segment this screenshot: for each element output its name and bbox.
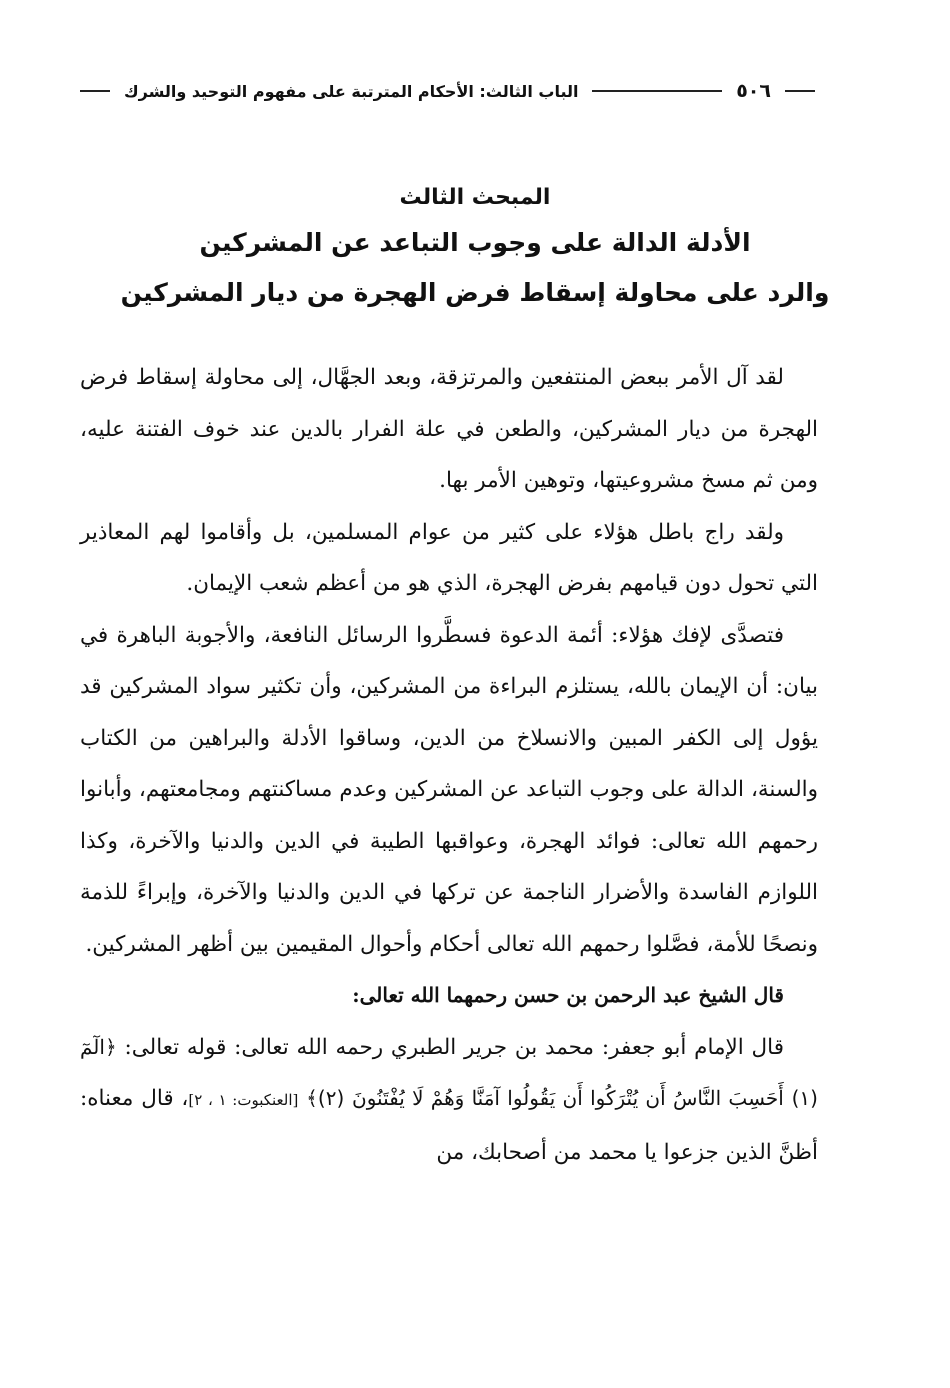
header-rule-left [80, 90, 110, 92]
ayah-marker: (٢) [317, 1086, 345, 1110]
quote-tail: ، قال معناه: أظنَّ الذين جزعوا يا محمد من أصحابك، من [80, 1086, 818, 1165]
header-rule-right [785, 90, 815, 92]
header-rule-middle [592, 90, 722, 92]
paragraph: فتصدَّى لإفك هؤلاء: أئمة الدعوة فسطَّروا الرسائل النافعة، والأجوبة الباهرة في بيان: أن الإيمان بالله، يستلزم البراءة من المشركين، وأن تكثير سواد المشركين قد يؤول إلى الكفر المبين والانسلاخ من الدين، وساقوا الأدلة والبراهين من الكتاب والسنة، الدالة على وجوب التباعد عن المشركين وعدم مساكنتهم ومجامعتهم، وأبانوا رحمهم الله تعالى: فوائد الهجرة، وعواقبها الطيبة في الدين والدنيا والآخرة، وكذا اللوازم الفاسدة والأضرار الناجمة عن تركها في الدين والدنيا والآخرة، وإبراءً للذمة ونصحًا للأمة، فصَّلوا رحمهم الله تعالى أحكام وأحوال المقيمين بين أظهر المشركين. [80, 622, 818, 957]
section-title: الأدلة الدالة على وجوب التباعد عن المشركين [199, 228, 751, 257]
verse-open-bracket: ﴿ [104, 1034, 117, 1059]
body-text [80, 352, 818, 1178]
section-label: المبحث الثالث [399, 185, 551, 210]
quote-paragraph [80, 1022, 818, 1179]
section-subtitle: والرد على محاولة إسقاط فرض الهجرة من ديار المشركين [120, 278, 830, 307]
verse-close-bracket: ﴾ [306, 1086, 318, 1110]
verse-text: أَحَسِبَ النَّاسُ أَن يُتْرَكُوا أَن يَقُولُوا آمَنَّا وَهُمْ لَا يُفْتَنُونَ [352, 1086, 784, 1110]
verse-citation: [العنكبوت: ١ ، ٢] [188, 1091, 299, 1109]
quote-intro: قال الإمام أبو جعفر: محمد بن جرير الطبري رحمه الله تعالى: قوله تعالى: [124, 1034, 784, 1060]
ayah-marker: (١) [791, 1086, 818, 1110]
running-title: الباب الثالث: الأحكام المترتبة على مفهوم التوحيد والشرك [124, 81, 579, 101]
section-title-block [80, 178, 870, 318]
paragraph: لقد آل الأمر ببعض المنتفعين والمرتزقة، وبعد الجهَّال، إلى محاولة إسقاط فرض الهجرة من ديار المشركين، والطعن في علة الفرار بالدين عند خوف الفتنة عليه، ومن ثم مسخ مشروعيتها، وتوهين الأمر بها. [80, 365, 818, 493]
paragraph: ولقد راج باطل هؤلاء على كثير من عوام المسلمين، بل وأقاموا لهم المعاذير التي تحول دون قيامهم بفرض الهجرة، الذي هو من أعظم شعب الإيمان. [80, 519, 818, 596]
page-number: ٥٠٦ [736, 80, 771, 102]
quote-heading: قال الشيخ عبد الرحمن بن حسن رحمهما الله تعالى: [352, 983, 784, 1007]
running-header [80, 80, 815, 102]
verse-text: الٓمٓ [80, 1034, 105, 1059]
